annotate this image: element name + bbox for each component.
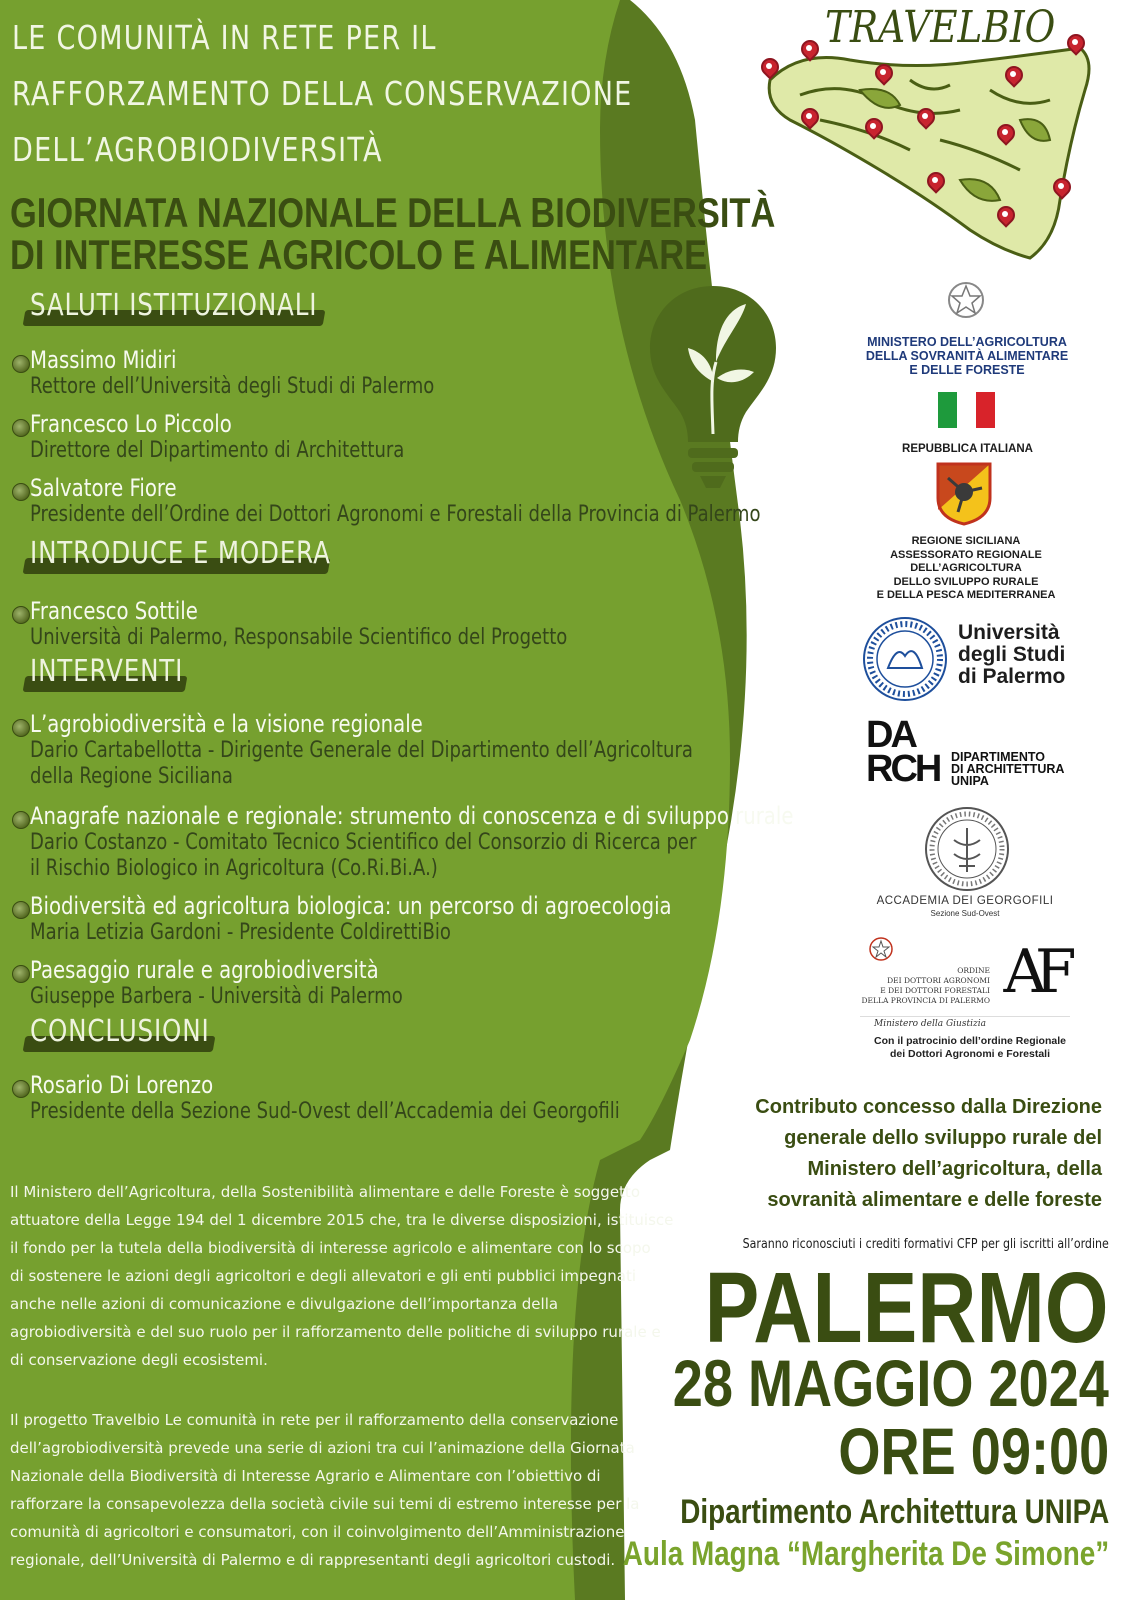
subtitle-line-3: DELL’AGROBIODIVERSITÀ (12, 130, 383, 169)
patrocinio-line: dei Dottori Agronomi e Forestali (889, 1048, 1051, 1060)
talk-speaker: Dario Costanzo - Comitato Tecnico Scientifico del Consorzio di Ricerca per (30, 830, 697, 855)
section-introduce-label: INTRODUCE E MODERA (30, 536, 331, 571)
speaker-name: Francesco Lo Piccolo (30, 410, 232, 438)
ordine-line: DELLA PROVINCIA DI PALERMO (861, 996, 990, 1005)
page-title-line-1: GIORNATA NAZIONALE DELLA BIODIVERSITÀ (10, 189, 776, 236)
bullet-icon (12, 419, 30, 437)
paragraph-line: agrobiodiversità e del suo ruolo per il rafforzamento delle politiche di sviluppo rurale e (10, 1323, 661, 1341)
map-pin-icon (1004, 66, 1022, 90)
georgofili-seal-icon (924, 806, 1010, 892)
paragraph-line: Il progetto Travelbio Le comunità in rete per il rafforzamento della conservazione (10, 1411, 619, 1429)
paragraph-line: regionale, dell’Università di Palermo e di rappresentanti degli agricoltori custodi. (10, 1551, 616, 1569)
talk-speaker: Maria Letizia Gardoni - Presidente ColdirettiBio (30, 920, 451, 945)
contributo-line: Contributo concesso dalla Direzione (755, 1096, 1102, 1118)
bullet-icon (12, 901, 30, 919)
regione-line: E DELLA PESCA MEDITERRANEA (876, 589, 1056, 602)
paragraph-line: comunità di agricoltori e consumatori, con il coinvolgimento dell’Amministrazione (10, 1523, 625, 1541)
map-pin-icon (996, 124, 1014, 148)
ordine-logo (856, 966, 990, 1006)
bullet-icon (12, 355, 30, 373)
sicily-shield-icon (934, 460, 994, 526)
section-interventi (30, 654, 217, 696)
talk-speaker-cont: della Regione Siciliana (30, 764, 233, 789)
speaker-role: Presidente dell’Ordine dei Dottori Agronomi e Forestali della Provincia di Palermo (30, 502, 761, 527)
paragraph-line: attuatore della Legge 194 del 1 dicembre 2015 che, tra le diverse disposizioni, istituisce (10, 1211, 674, 1229)
patrocinio-text (850, 1035, 1090, 1061)
emblem-icon (947, 278, 985, 322)
unipa-line: di Palermo (958, 665, 1066, 688)
lightbulb-icon (646, 282, 780, 492)
bullet-icon (12, 965, 30, 983)
section-saluti-label: SALUTI ISTITUZIONALI (30, 288, 318, 323)
talk-title: Anagrafe nazionale e regionale: strumento di conoscenza e di sviluppo rurale (30, 802, 794, 830)
description-paragraph-2 (10, 1406, 700, 1574)
georgofili-label: ACCADEMIA DEI GEORGOFILI (876, 895, 1054, 907)
bullet-icon (12, 1080, 30, 1098)
section-saluti (30, 288, 380, 330)
event-venue: Dipartimento Architettura UNIPA (679, 1493, 1109, 1531)
map-pin-icon (1052, 178, 1070, 202)
contributo-text (690, 1092, 1102, 1216)
talk-title: Biodiversità ed agricoltura biologica: un percorso di agroecologia (30, 892, 672, 920)
event-date: 28 MAGGIO 2024 (672, 1346, 1109, 1420)
darch-line: DIPARTIMENTO (951, 750, 1045, 764)
section-interventi-label: INTERVENTI (30, 654, 184, 689)
ministero-line: DELLA SOVRANITÀ ALIMENTARE (865, 349, 1069, 363)
unipa-logo (958, 622, 1065, 688)
ministero-line: MINISTERO DELL’AGRICOLTURA (867, 335, 1067, 349)
paragraph-line: il fondo per la tutela della biodiversità di interesse agricolo e alimentare con lo scopo (10, 1239, 651, 1257)
page-title-line-2: DI INTERESSE AGRICOLO E ALIMENTARE (10, 231, 708, 278)
paragraph-line: Nazionale della Biodiversità di Interesse Agrario e Alimentare con l’obiettivo di (10, 1467, 601, 1485)
cfp-note: Saranno riconosciuti i crediti formativi CFP per gli iscritti all’ordine (742, 1237, 1109, 1252)
speaker-role: Università di Palermo, Responsabile Scientifico del Progetto (30, 625, 568, 650)
talk-speaker: Giuseppe Barbera - Università di Palermo (30, 984, 403, 1009)
section-conclusioni-label: CONCLUSIONI (30, 1014, 210, 1049)
darch-line: DI ARCHITETTURA (951, 762, 1065, 776)
speaker-name: Rosario Di Lorenzo (30, 1071, 214, 1099)
contributo-line: generale dello sviluppo rurale del (784, 1127, 1102, 1149)
bullet-icon (12, 811, 30, 829)
speaker-name: Francesco Sottile (30, 597, 198, 625)
map-pin-icon (864, 118, 882, 142)
unipa-line: degli Studi (958, 643, 1066, 666)
speaker-name: Massimo Midiri (30, 346, 177, 374)
darch-mark (866, 714, 940, 790)
paragraph-line: dell’agrobiodiversità prevede una serie di azioni tra cui l’animazione della Giornata (10, 1439, 635, 1457)
map-pin-icon (800, 40, 818, 64)
map-pin-icon (1066, 34, 1084, 58)
regione-line: DELL’AGRICOLTURA (910, 562, 1022, 575)
unipa-seal-icon (862, 616, 948, 702)
talk-speaker: Dario Cartabellotta - Dirigente Generale del Dipartimento dell’Agricoltura (30, 738, 693, 763)
map-pin-icon (874, 64, 892, 88)
speaker-role: Direttore del Dipartimento di Architettura (30, 438, 405, 463)
paragraph-line: di conservazione degli ecosistemi. (10, 1351, 268, 1369)
speaker-role: Presidente della Sezione Sud-Ovest dell’Accademia dei Georgofili (30, 1099, 620, 1124)
divider (860, 1016, 1070, 1017)
contributo-line: Ministero dell’agricoltura, della (807, 1158, 1102, 1180)
ordine-line: ORDINE (957, 966, 990, 975)
regione-line: DELLO SVILUPPO RURALE (893, 575, 1039, 588)
regione-line: ASSESSORATO REGIONALE (890, 548, 1042, 561)
talk-speaker-cont: il Rischio Biologico in Agricoltura (Co.Ri.Bi.A.) (30, 856, 438, 881)
talk-title: Paesaggio rurale e agrobiodiversità (30, 956, 379, 984)
ministero-line: E DELLE FORESTE (909, 363, 1025, 377)
subtitle-line-1: LE COMUNITÀ IN RETE PER IL (12, 18, 437, 57)
af-mark: AF (1003, 937, 1065, 1007)
map-pin-icon (760, 58, 778, 82)
darch-logo (951, 751, 1064, 787)
italian-flag-icon (938, 392, 995, 428)
subtitle-line-2: RAFFORZAMENTO DELLA CONSERVAZIONE (12, 74, 633, 113)
unipa-line: Università (958, 621, 1060, 644)
giustizia-label: Ministero della Giustizia (874, 1019, 986, 1029)
ordine-line: DEI DOTTORI AGRONOMI (887, 976, 990, 985)
event-city: PALERMO (705, 1252, 1109, 1364)
event-room: Aula Magna “Margherita De Simone” (622, 1535, 1109, 1573)
talk-title: L’agrobiodiversità e la visione regionale (30, 710, 423, 738)
contributo-line: sovranità alimentare e delle foreste (767, 1189, 1102, 1211)
paragraph-line: di sostenere le azioni degli agricoltori e degli allevatori e gli enti pubblici impegnati (10, 1267, 637, 1285)
section-introduce (30, 536, 397, 578)
ministero-logo (840, 335, 1094, 377)
speaker-role: Rettore dell’Università degli Studi di Palermo (30, 374, 435, 399)
paragraph-line: anche nelle azioni di comunicazione e divulgazione dell’importanza della (10, 1295, 559, 1313)
darch-mark-bottom: RCH (866, 748, 940, 790)
paragraph-line: rafforzare la consapevolezza della società civile sui temi di estremo interesse per la (10, 1495, 640, 1513)
description-paragraph-1 (10, 1178, 700, 1374)
speaker-name: Salvatore Fiore (30, 474, 177, 502)
regione-logo (850, 535, 1082, 603)
patrocinio-line: Con il patrocinio dell’ordine Regionale (874, 1035, 1066, 1047)
ordine-line: E DEI DOTTORI FORESTALI (880, 986, 990, 995)
travelbio-logo (760, 0, 1115, 270)
travelbio-wordmark: TRAVELBIO (825, 2, 1056, 53)
bullet-icon (12, 483, 30, 501)
event-time: ORE 09:00 (838, 1414, 1109, 1488)
map-pin-icon (800, 108, 818, 132)
regione-line: REGIONE SICILIANA (911, 535, 1021, 547)
map-pin-icon (926, 172, 944, 196)
darch-mark-top: DA (866, 714, 915, 756)
bullet-icon (12, 606, 30, 624)
paragraph-line: Il Ministero dell’Agricoltura, della Sostenibilità alimentare e delle Foreste è soggetto (10, 1183, 640, 1201)
section-conclusioni (30, 1014, 249, 1056)
georgofili-sub-label: Sezione Sud-Ovest (930, 909, 1000, 918)
darch-line: UNIPA (951, 774, 989, 788)
repubblica-label: REPUBBLICA ITALIANA (902, 443, 1033, 455)
map-pin-icon (996, 206, 1014, 230)
emblem-icon (868, 936, 894, 962)
bullet-icon (12, 719, 30, 737)
map-pin-icon (916, 108, 934, 132)
